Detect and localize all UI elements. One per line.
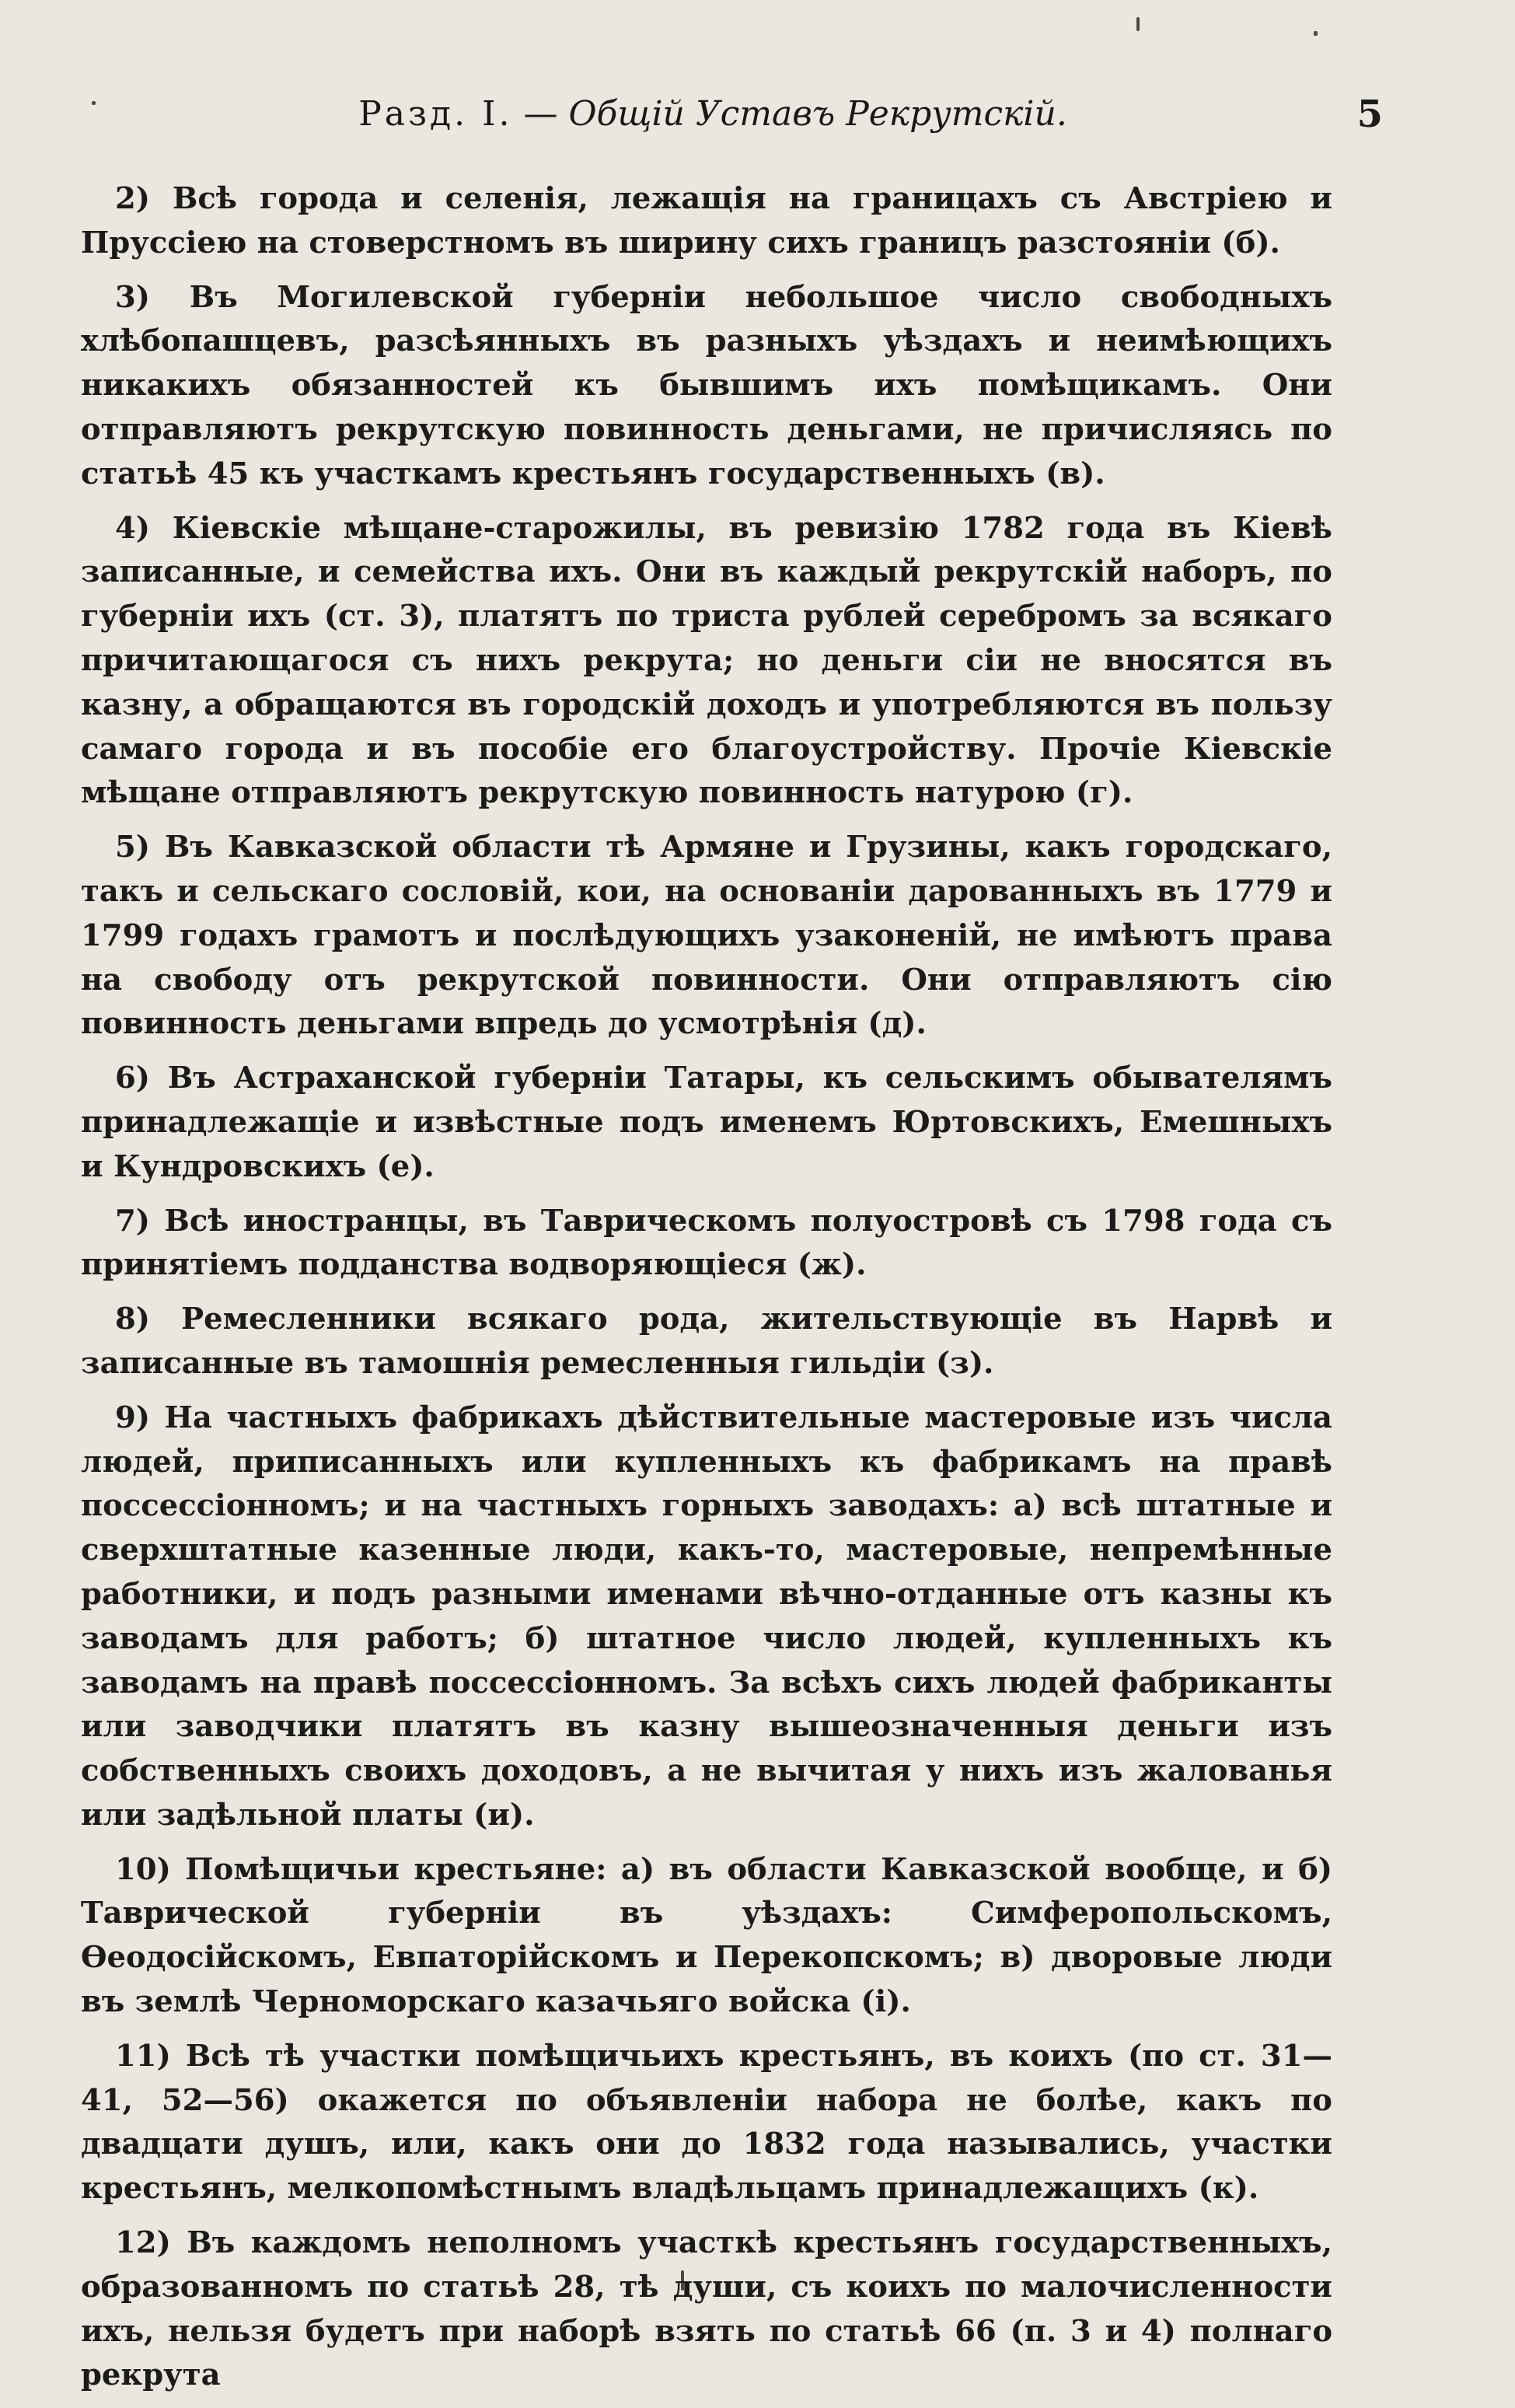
paragraph-7: 7) Всѣ иностранцы, въ Таврическомъ полуостровѣ съ 1798 года съ принятіемъ подданства водворяющіеся (ж).	[81, 1203, 1332, 1283]
paragraph-6: 6) Въ Астраханской губерніи Татары, къ сельскимъ обывателямъ принадлежащіе и извѣстные подъ именемъ Юртовскихъ, Емешныхъ и Кундровскихъ (е).	[81, 1061, 1332, 1184]
running-head	[87, 87, 1339, 142]
page-number: 5	[1356, 93, 1383, 136]
print-speck	[1136, 17, 1140, 31]
header-dash: —	[523, 94, 558, 134]
print-speck	[1314, 31, 1318, 36]
paragraph-12: 12) Въ каждомъ неполномъ участкѣ крестьянъ государственныхъ, образованномъ по статьѣ 28, тѣ души, съ коихъ по малочисленности ихъ, нельзя будетъ при наборѣ взять по статьѣ 66 (п. 3 и 4) полнаго рекрута	[81, 2225, 1332, 2393]
paragraph-5: 5) Въ Кавказской области тѣ Армяне и Грузины, какъ городскаго, такъ и сельскаго сословій, кои, на основаніи дарованныхъ въ 1779 и 1799 годахъ грамотъ и послѣдующихъ узаконеній, не имѣютъ права на свободу отъ рекрутской повинности. Они отправляютъ сію повинность деньгами впредь до усмотрѣнія (д).	[81, 830, 1332, 1042]
paragraph-4: 4) Кіевскіе мѣщане-старожилы, въ ревизію 1782 года въ Кіевѣ записанные, и семейства ихъ. Они въ каждый рекрутскій наборъ, по губерніи ихъ (ст. 3), платятъ по триста рублей серебромъ за всякаго причитающагося съ нихъ рекрута; но деньги сіи не вносятся въ казну, а обращаются въ городскій доходъ и употребляются въ пользу самаго города и въ пособіе его благоустройству. Прочіе Кіевскіе мѣщане отправляютъ рекрутскую повинность натурою (г).	[81, 510, 1332, 811]
running-title: Общій Уставъ Рекрутскій.	[568, 94, 1067, 134]
paragraph-11: 11) Всѣ тѣ участки помѣщичьихъ крестьянъ, въ коихъ (по ст. 31—41, 52—56) окажется по объявленіи набора не болѣе, какъ по двадцати душъ, или, какъ они до 1832 года назывались, участки крестьянъ, мелкопомѣстнымъ владѣльцамъ принадлежащихъ (к).	[81, 2038, 1332, 2207]
paragraph-8: 8) Ремесленники всякаго рода, жительствующіе въ Нарвѣ и записанные въ тамошнія ремесленныя гильдіи (з).	[81, 1302, 1332, 1381]
paragraph-3: 3) Въ Могилевской губерніи небольшое число свободныхъ хлѣбопашцевъ, разсѣянныхъ въ разныхъ уѣздахъ и неимѣющихъ никакихъ обязанностей къ бывшимъ ихъ помѣщикамъ. Они отправляютъ рекрутскую повинность деньгами, не причисляясь по статьѣ 45 къ участкамъ крестьянъ государственныхъ (в).	[81, 279, 1332, 491]
paragraph-10: 10) Помѣщичьи крестьяне: а) въ области Кавказской вообще, и б) Таврической губерніи въ уѣздахъ: Симферопольскомъ, Ѳеодосійскомъ, Евпаторійскомъ и Перекопскомъ; в) дворовые люди въ землѣ Черноморскаго казачьяго войска (і).	[81, 1851, 1332, 2020]
section-label: Разд. I.	[358, 94, 513, 134]
paragraph-9: 9) На частныхъ фабрикахъ дѣйствительные мастеровые изъ числа людей, приписанныхъ или купленныхъ къ фабрикамъ на правѣ поссессіонномъ; и на частныхъ горныхъ заводахъ: а) всѣ штатные и сверхштатные казенные люди, какъ-то, мастеровые, непремѣнные работники, и подъ разными именами вѣчно-отданные отъ казны къ заводамъ для работъ; б) штатное число людей, купленныхъ къ заводамъ на правѣ поссессіонномъ. За всѣхъ сихъ людей фабриканты или заводчики платятъ въ казну вышеозначенныя деньги изъ собственныхъ своихъ доходовъ, а не вычитая у нихъ изъ жалованья или задѣльной платы (и).	[81, 1400, 1332, 1833]
paragraph-2: 2) Всѣ города и селенія, лежащія на границахъ съ Австріею и Пруссіею на стоверстномъ въ ширину сихъ границъ разстояніи (б).	[81, 181, 1332, 260]
page-body	[81, 177, 1332, 2408]
